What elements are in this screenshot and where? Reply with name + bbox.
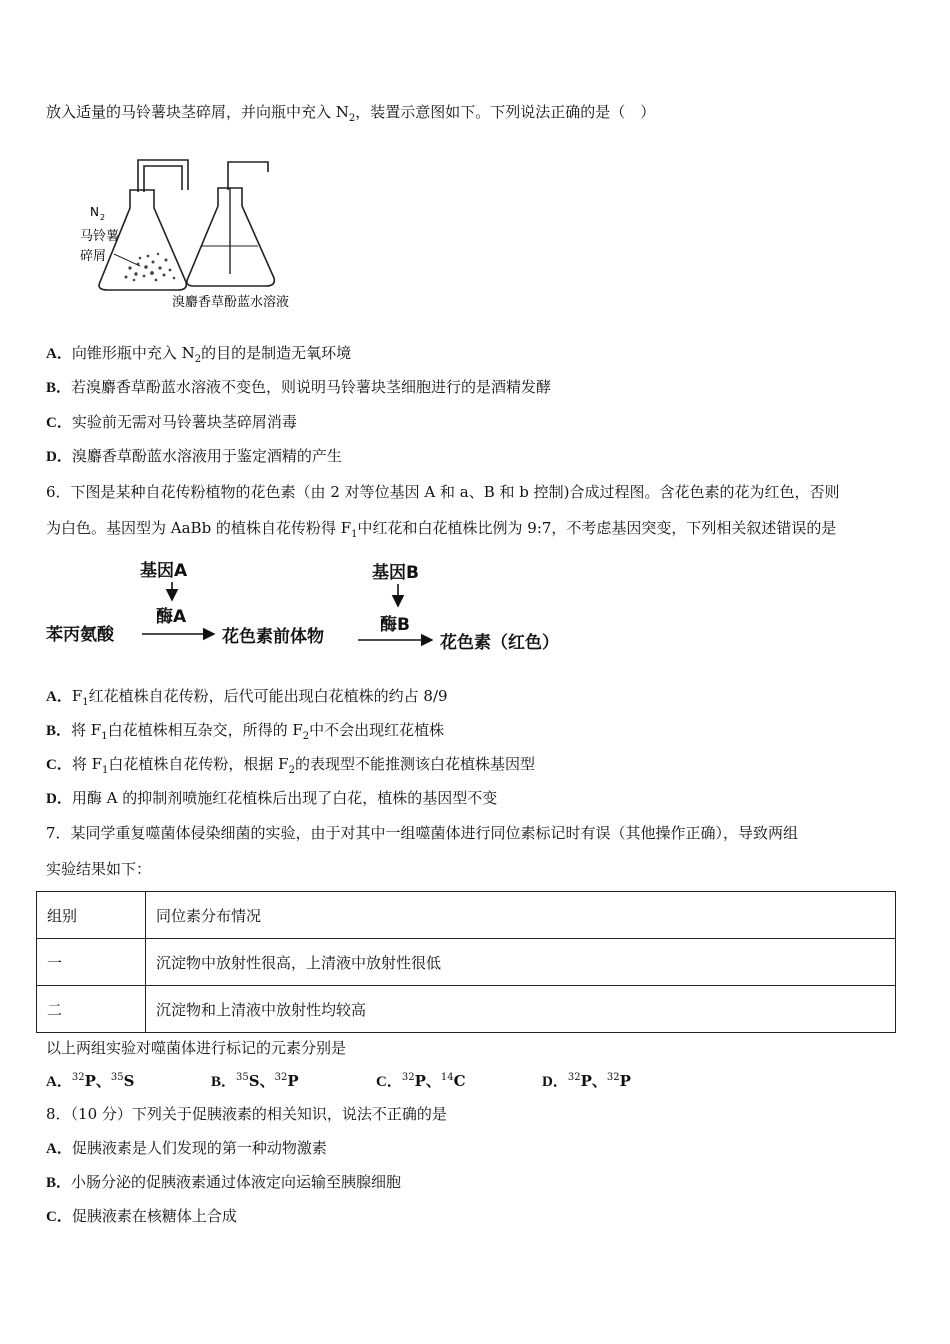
pathway-diagram (46, 556, 606, 664)
enzyme-b-label: 酶B (380, 615, 410, 635)
table-header-cell: 同位素分布情况 (146, 892, 896, 939)
n2-label: N (90, 205, 99, 219)
precursor-label: 花色素前体物 (222, 627, 324, 647)
q7-choices (46, 1070, 746, 1092)
table-cell: 沉淀物和上清液中放射性均较高 (146, 986, 896, 1033)
q8-option-b: B．小肠分泌的促胰液素通过体液定向运输至胰腺细胞 (46, 1173, 402, 1191)
table-header-cell: 组别 (37, 892, 146, 939)
q8-option-a: A．促胰液素是人们发现的第一种动物激素 (46, 1139, 327, 1157)
outlet-tube (228, 162, 268, 190)
isotope-table (36, 891, 896, 1033)
q7-choice-d: D．$^{32}$P、$^{32}$P (542, 1072, 631, 1090)
q5-option-b: B．若溴麝香草酚蓝水溶液不变色，则说明马铃薯块茎细胞进行的是酒精发酵 (46, 378, 552, 396)
q6-option-a: A．$F_1$红花植株自花传粉，后代可能出现白花植株的约占 8/9 (46, 687, 448, 708)
table-cell: 一 (37, 939, 146, 986)
potato-label-1: 马铃薯 (80, 229, 120, 244)
potato-label-2: 碎屑 (80, 249, 107, 264)
table-cell: 二 (37, 986, 146, 1033)
q8-stem: 8．（10 分）下列关于促胰液素的相关知识，说法不正确的是 (46, 1105, 447, 1123)
q7-stem-line-2: 实验结果如下： (46, 860, 152, 878)
n2-sub-label: 2 (100, 213, 106, 222)
enzyme-a-label: 酶A (156, 607, 187, 627)
table-cell: 沉淀物中放射性很高，上清液中放射性很低 (146, 939, 896, 986)
q7-stem-line-1: 7．某同学重复噬菌体侵染细菌的实验，由于对其中一组噬菌体进行同位素标记时有误（其他操作正确），导致两组 (46, 824, 799, 842)
q6-stem-line-1: 6．下图是某种自花传粉植物的花色素（由 2 对等位基因 A 和 a、B 和 b 控制)合成过程图。含花色素的花为红色，否则 (46, 483, 840, 501)
q7-question: 以上两组实验对噬菌体进行标记的元素分别是 (46, 1039, 347, 1057)
gene-b-label: 基因B (372, 563, 419, 583)
q7-choice-c: C．$^{32}$P、$^{14}$C (376, 1072, 466, 1090)
connecting-tube (138, 160, 188, 192)
gene-a-label: 基因A (140, 561, 188, 581)
table-row (37, 986, 896, 1033)
q5-option-a: A．向锥形瓶中充入 $N_2$的目的是制造无氧环境 (46, 344, 352, 365)
substrate-label: 苯丙氨酸 (46, 625, 114, 645)
solution-caption: 溴麝香草酚蓝水溶液 (172, 295, 290, 310)
q7-choice-b: B．$^{35}$S、$^{32}$P (211, 1072, 299, 1090)
q6-option-d: D．用酶 A 的抑制剂喷施红花植株后出现了白花，植株的基因型不变 (46, 789, 498, 807)
potato-fragments (125, 253, 176, 282)
q5-option-d: D．溴麝香草酚蓝水溶液用于鉴定酒精的产生 (46, 447, 342, 465)
q7-choice-a: A．$^{32}$P、$^{35}$S (46, 1072, 135, 1090)
q8-option-c: C．促胰液素在核糖体上合成 (46, 1207, 237, 1225)
q6-option-c: C．将 $F_1$白花植株自花传粉，根据 $F_2$的表现型不能推测该白花植株基因型 (46, 755, 535, 776)
table-header-row (37, 892, 896, 939)
q5-option-c: C．实验前无需对马铃薯块茎碎屑消毒 (46, 413, 297, 431)
table-row (37, 939, 896, 986)
q5-stem: 放入适量的马铃薯块茎碎屑，并向瓶中充入 $N_2$，装置示意图如下。下列说法正确的是（ ） (46, 103, 656, 124)
flask-apparatus-figure (78, 150, 338, 315)
q6-option-b: B．将 $F_1$白花植株相互杂交，所得的 $F_2$中不会出现红花植株 (46, 721, 445, 742)
product-label: 花色素（红色） (440, 633, 559, 653)
q6-stem-line-2: 为白色。基因型为 AaBb 的植株自花传粉得 $F_1$中红花和白花植株比例为 9:7，不考虑基因突变，下列相关叙述错误的是 (46, 519, 837, 540)
